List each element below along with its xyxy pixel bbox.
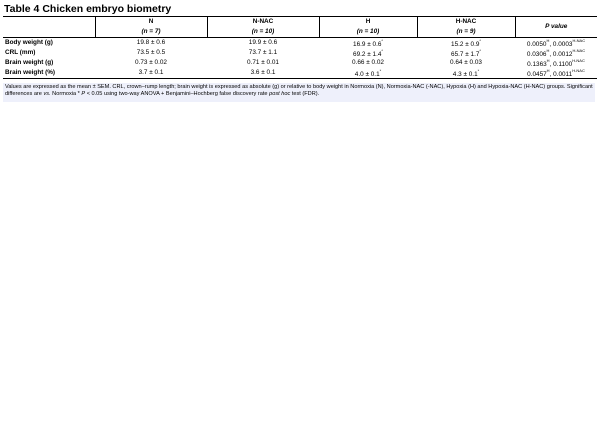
significance-mark: *	[381, 38, 383, 43]
footnote-text: < 0.05 using two-way ANOVA + Benjamini–Hochberg false discovery rate	[85, 91, 270, 97]
cell-value: 65.7 ± 1.7	[451, 51, 480, 58]
header-empty	[3, 27, 95, 38]
group-header: N	[95, 17, 207, 28]
cell-value: 73.7 ± 1.1	[248, 49, 278, 56]
row-label: Brain weight (g)	[5, 59, 54, 66]
pvalue-sup: H-NAC	[572, 38, 586, 43]
pvalue-h: 0.0050	[526, 41, 547, 48]
table-title: Table 4 Chicken embryo biometry	[4, 3, 172, 15]
significance-mark: *	[381, 48, 383, 53]
table-footnote	[3, 83, 595, 102]
row-label: Body weight (g)	[5, 39, 53, 46]
cell-value: 15.2 ± 0.9	[451, 41, 480, 48]
group-header: H	[319, 17, 417, 28]
pvalue-sup: H	[546, 58, 550, 63]
table-row	[3, 38, 597, 49]
pvalue-hnac: , 0.1100	[549, 61, 573, 68]
value-cell	[207, 68, 319, 79]
group-n: (n = 10)	[207, 27, 319, 38]
pvalue-hnac: , 0.0003	[549, 41, 573, 48]
pvalue-h: 0.0306	[526, 51, 547, 58]
pvalue-sup: H-NAC	[572, 68, 585, 73]
value-cell	[319, 58, 417, 68]
significance-mark: *	[479, 38, 481, 43]
significance-mark: *	[379, 68, 382, 73]
pvalue-sup: H	[546, 48, 550, 53]
pvalue-cell	[515, 68, 597, 79]
cell-value: 73.5 ± 0.5	[136, 49, 166, 56]
pvalue-sup: H	[546, 68, 550, 73]
value-cell	[95, 38, 207, 49]
cell-value: 4.3 ± 0.1	[452, 71, 478, 78]
footnote-text: test (FDR).	[290, 91, 320, 97]
cell-value: 19.9 ± 0.6	[248, 39, 278, 46]
value-cell	[207, 38, 319, 49]
pvalue-cell	[515, 38, 597, 49]
value-cell	[207, 58, 319, 68]
footnote-italic: P	[81, 91, 86, 97]
table-row	[3, 58, 597, 68]
pvalue-h: 0.0457	[527, 71, 547, 78]
value-cell	[95, 48, 207, 58]
cell-value: 16.9 ± 0.6	[353, 41, 382, 48]
significance-mark: *	[479, 48, 481, 53]
pvalue-cell	[515, 48, 597, 58]
value-cell	[95, 58, 207, 68]
pvalue-sup: H-NAC	[572, 58, 585, 63]
footnote-text: Values are expressed as the mean ± SEM. CRL, crown–rump length; brain weight is expressed as absolute (g) or relative to body weight in Normoxia (N), Normoxia-NAC (-NAC), Hypoxia (H) and Hypoxia-NAC (H-NAC) groups. Significant differences are	[5, 84, 593, 97]
pvalue-hnac: , 0.0012	[549, 51, 573, 58]
pvalue-hnac: , 0.0011	[549, 71, 573, 78]
value-cell	[417, 38, 515, 49]
cell-value: 0.64 ± 0.03	[450, 59, 482, 66]
value-cell	[95, 68, 207, 79]
cell-value: 0.71 ± 0.01	[247, 59, 279, 66]
value-cell	[319, 68, 417, 79]
value-cell	[319, 48, 417, 58]
row-label: CRL (mm)	[5, 49, 36, 56]
value-cell	[417, 48, 515, 58]
table-row	[3, 48, 597, 58]
cell-value: 0.66 ± 0.02	[352, 59, 384, 66]
header-empty	[3, 17, 95, 28]
cell-value: 3.6 ± 0.1	[250, 69, 276, 76]
cell-value: 0.73 ± 0.02	[135, 59, 167, 66]
pvalue-cell	[515, 58, 597, 68]
pvalue-h: 0.1363	[527, 61, 547, 68]
group-header: N-NAC	[207, 17, 319, 28]
value-cell	[207, 48, 319, 58]
group-n: (n = 7)	[95, 27, 207, 38]
footnote-text: Normoxia *	[50, 91, 82, 97]
cell-value: 69.2 ± 1.4	[353, 51, 382, 58]
value-cell	[417, 68, 515, 79]
cell-value: 3.7 ± 0.1	[138, 69, 164, 76]
cell-value: 19.8 ± 0.6	[136, 39, 166, 46]
table-row	[3, 68, 597, 79]
significance-mark: *	[477, 68, 480, 73]
value-cell	[319, 38, 417, 49]
footnote-italic: post hoc	[269, 91, 291, 97]
footnote-italic: vs.	[43, 91, 51, 97]
pvalue-header: P value	[515, 17, 597, 38]
group-n: (n = 9)	[417, 27, 515, 38]
value-cell	[417, 58, 515, 68]
biometry-table	[3, 16, 597, 79]
group-header: H-NAC	[417, 17, 515, 28]
pvalue-sup: H-NAC	[572, 48, 586, 53]
row-label: Brain weight (%)	[3, 68, 95, 79]
cell-value: 4.0 ± 0.1	[354, 71, 380, 78]
group-n: (n = 10)	[319, 27, 417, 38]
pvalue-sup: H	[546, 38, 550, 43]
